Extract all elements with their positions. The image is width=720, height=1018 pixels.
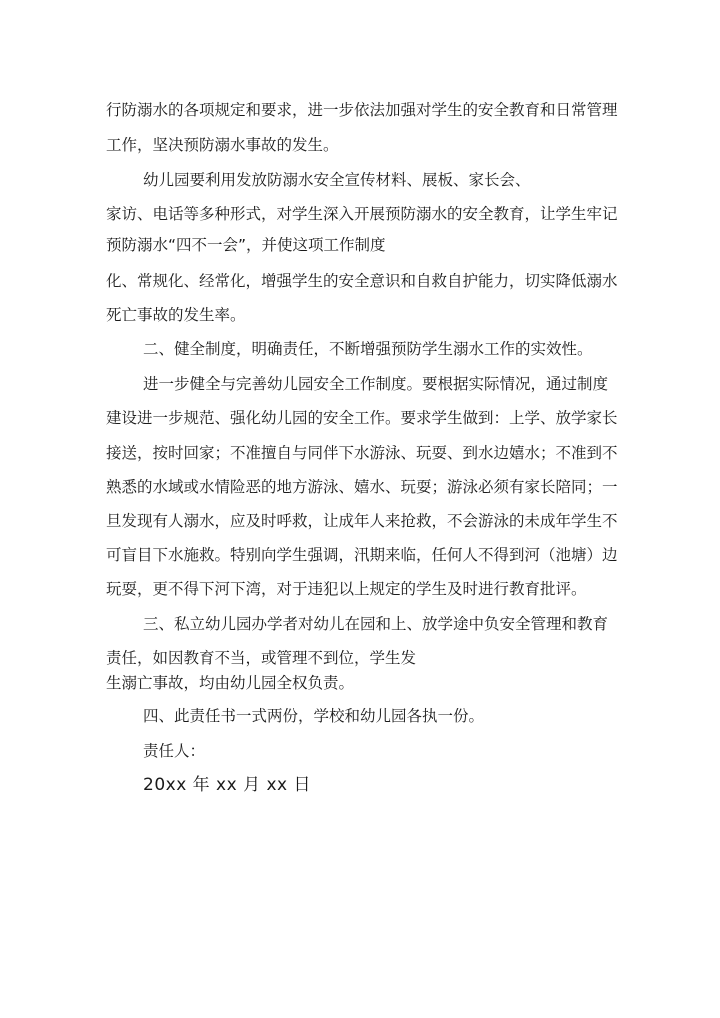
text-line-15: 玩耍，更不得下河下湾，对于违犯以上规定的学生及时进行教育批评。 [106, 580, 587, 598]
section-heading-2: 二、健全制度，明确责任，不断增强预防学生溺水工作的实效性。 [143, 340, 593, 358]
text-line-18: 生溺亡事故，均由幼儿园全权负责。 [106, 674, 355, 692]
text-line-2: 工作，坚决预防溺水事故的发生。 [106, 136, 339, 154]
text-line-6: 化、常规化、经常化，增强学生的安全意识和自救自护能力，切实降低溺水 [106, 272, 618, 290]
text-line-10: 建设进一步规范、强化幼儿园的安全工作。要求学生做到：上学、放学家长 [106, 409, 618, 427]
text-line-12: 熟悉的水域或水情险恶的地方游泳、嬉水、玩耍；游泳必须有家长陪同；一 [106, 478, 618, 496]
text-line-1: 行防溺水的各项规定和要求，进一步依法加强对学生的安全教育和日常管理 [106, 101, 618, 119]
text-line-4: 家访、电话等多种形式，对学生深入开展预防溺水的安全教育，让学生牢记 [106, 205, 618, 223]
section-heading-4: 四、此责任书一式两份，学校和幼儿园各执一份。 [143, 707, 485, 725]
text-line-17: 责任，如因教育不当，或管理不到位，学生发 [106, 649, 417, 667]
date-line: 20xx 年 xx 月 xx 日 [143, 775, 312, 795]
text-line-5: 预防溺水“四不一会”，并使这项工作制度 [106, 236, 386, 254]
text-line-11: 接送，按时回家；不准擅自与同伴下水游泳、玩耍、到水边嬉水；不准到不 [106, 444, 618, 462]
section-heading-3: 三、私立幼儿园办学者对幼儿在园和上、放学途中负安全管理和教育 [143, 615, 609, 633]
text-line-14: 可盲目下水施救。特别向学生强调，汛期来临，任何人不得到河（池塘）边 [106, 546, 618, 564]
text-line-3: 幼儿园要利用发放防溺水安全宣传材料、展板、家长会、 [143, 171, 531, 189]
text-line-7: 死亡事故的发生率。 [106, 306, 246, 324]
text-line-13: 旦发现有人溺水，应及时呼救，让成年人来抢救，不会游泳的未成年学生不 [106, 512, 618, 530]
text-line-9: 进一步健全与完善幼儿园安全工作制度。要根据实际情况，通过制度 [143, 375, 609, 393]
responsible-person-label: 责任人： [143, 742, 206, 760]
